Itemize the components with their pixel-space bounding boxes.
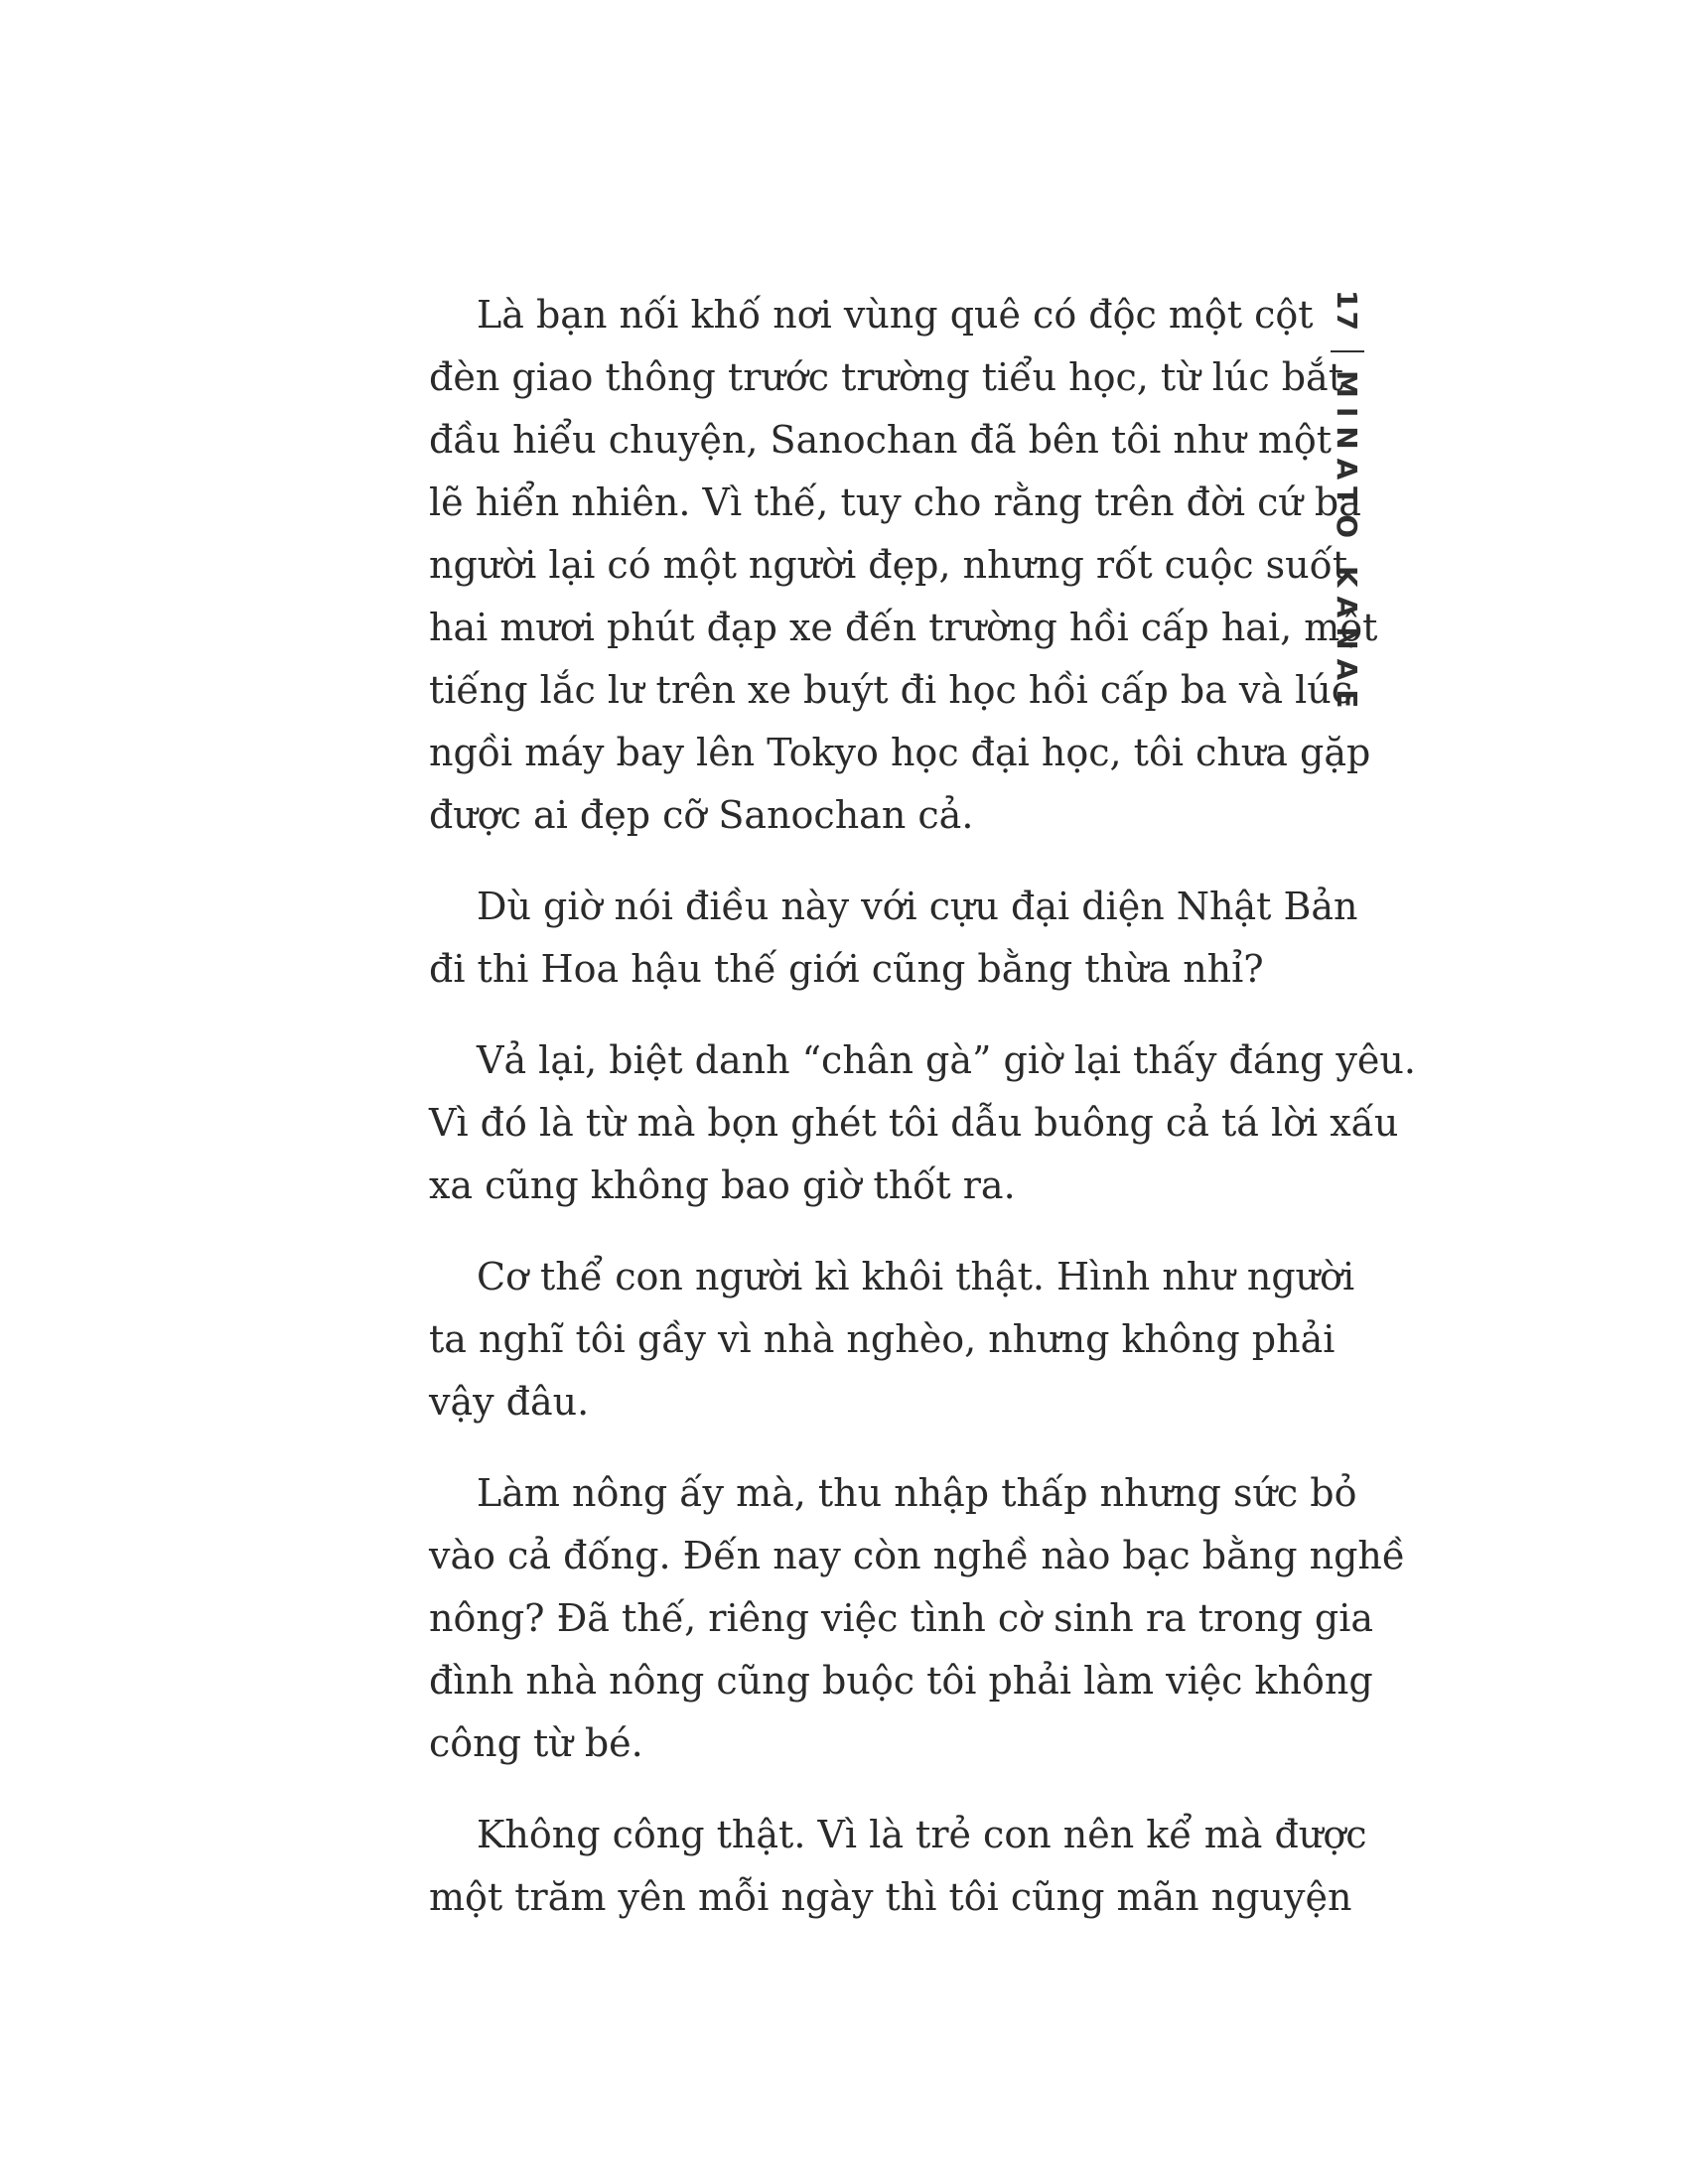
paragraph <box>429 1029 1416 1217</box>
paragraph <box>429 876 1358 1001</box>
text-line: đầu hiểu chuyện, Sanochan đã bên tôi như một <box>429 418 1333 462</box>
text-line: Không công thật. Vì là trẻ con nên kể mà được <box>477 1813 1367 1856</box>
text-line: tiếng lắc lư trên xe buýt đi học hồi cấp ba và lúc <box>429 668 1353 712</box>
text-line: Dù giờ nói điều này với cựu đại diện Nhật Bản <box>477 885 1358 928</box>
paragraph <box>429 1804 1367 1929</box>
text-line: Làm nông ấy mà, thu nhập thấp nhưng sức bỏ <box>477 1471 1357 1515</box>
author-name: MINATO KANAE <box>1331 369 1364 718</box>
text-line: vào cả đống. Đến nay còn nghề nào bạc bằng nghề <box>429 1534 1406 1577</box>
paragraph <box>429 1462 1406 1775</box>
text-line: đình nhà nông cũng buộc tôi phải làm việc không <box>429 1659 1373 1703</box>
text-line: Vì đó là từ mà bọn ghét tôi dẫu buông cả tá lời xấu <box>429 1101 1399 1145</box>
page-number: 17 <box>1331 290 1364 333</box>
text-line: Cơ thể con người kì khôi thật. Hình như người <box>477 1255 1355 1298</box>
text-line: Là bạn nối khố nơi vùng quê có độc một cột <box>477 293 1314 337</box>
text-line: công từ bé. <box>429 1721 643 1765</box>
text-line: Vả lại, biệt danh “chân gà” giờ lại thấy đáng yêu. <box>477 1038 1416 1082</box>
text-line: nông? Đã thế, riêng việc tình cờ sinh ra trong gia <box>429 1596 1374 1640</box>
text-line: đèn giao thông trước trường tiểu học, từ lúc bắt <box>429 355 1343 399</box>
text-line: vậy đâu. <box>429 1380 590 1424</box>
text-line: người lại có một người đẹp, nhưng rốt cuộc suốt <box>429 543 1348 587</box>
text-line: một trăm yên mỗi ngày thì tôi cũng mãn nguyện <box>429 1875 1352 1919</box>
text-line: ngồi máy bay lên Tokyo học đại học, tôi chưa gặp <box>429 731 1371 774</box>
paragraph <box>429 1246 1355 1433</box>
text-line: hai mươi phút đạp xe đến trường hồi cấp hai, một <box>429 606 1378 649</box>
text-line: lẽ hiển nhiên. Vì thế, tuy cho rằng trên đời cứ ba <box>429 480 1361 524</box>
text-line: đi thi Hoa hậu thế giới cũng bằng thừa nhỉ? <box>429 947 1264 991</box>
text-line: xa cũng không bao giờ thốt ra. <box>429 1163 1016 1207</box>
text-line: được ai đẹp cỡ Sanochan cả. <box>429 793 974 837</box>
text-line: ta nghĩ tôi gầy vì nhà nghèo, nhưng không phải <box>429 1317 1336 1361</box>
running-head-divider <box>1331 350 1364 352</box>
